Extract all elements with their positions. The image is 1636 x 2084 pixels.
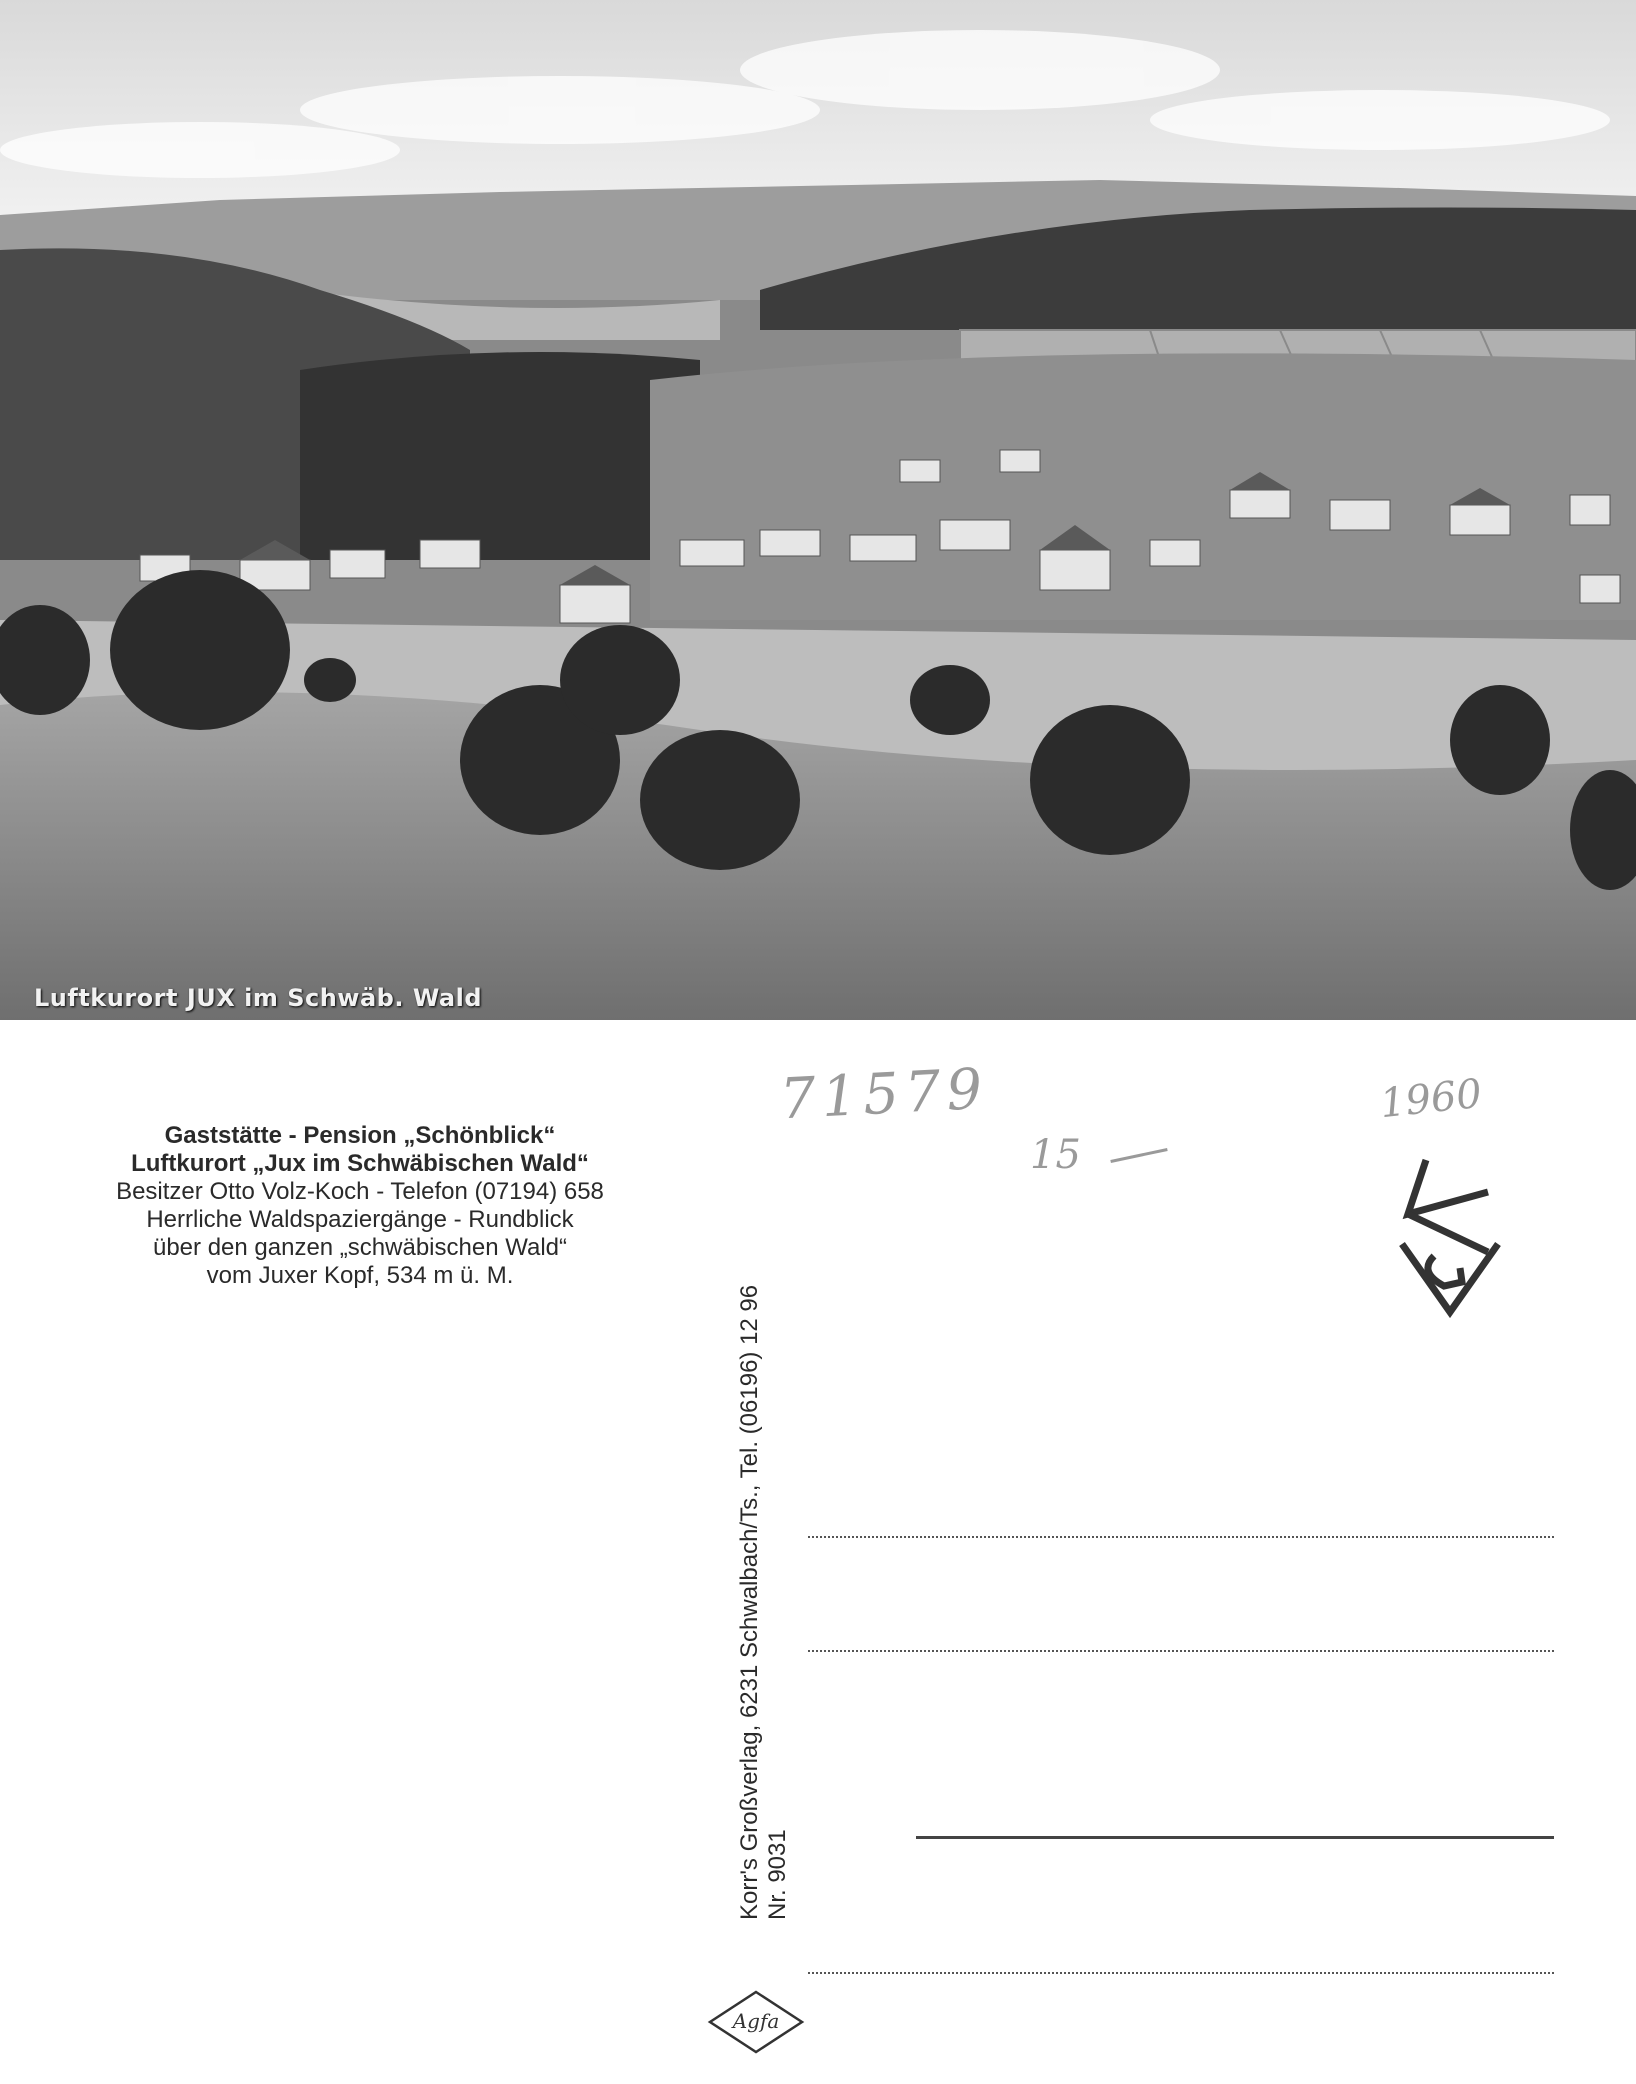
address-line-1 [808, 1536, 1554, 1538]
landscape-illustration [0, 0, 1636, 1020]
info-view: über den ganzen „schwäbischen Wald“ [152, 1234, 567, 1261]
info-title: Gaststätte - Pension „Schönblick“ [164, 1122, 556, 1149]
agfa-logo-icon [706, 1988, 806, 2056]
handwritten-zip: 71579 [778, 1056, 990, 1133]
info-owner: Besitzer Otto Volz-Koch - Telefon (07194) 658 [116, 1178, 604, 1205]
info-elevation: vom Juxer Kopf, 534 m ü. M. [206, 1262, 514, 1289]
handwritten-price: 15 [1030, 1132, 1081, 1178]
landscape-photo [0, 0, 1636, 1020]
handwritten-dash [1110, 1148, 1167, 1163]
info-subtitle: Luftkurort „Jux im Schwäbischen Wald“ [131, 1150, 589, 1177]
handwritten-year: 1960 [1377, 1070, 1484, 1128]
publisher-imprint [736, 1285, 792, 1920]
address-line-4 [808, 1972, 1554, 1974]
photo-caption: Luftkurort JUX im Schwäb. Wald [34, 984, 483, 1012]
slope-meadow [650, 353, 1636, 620]
info-walks: Herrliche Waldspaziergänge - Rundblick [146, 1206, 574, 1233]
pension-info [60, 1122, 660, 1290]
publisher-number: Nr. 9031 [764, 1829, 791, 1920]
kg-logo-icon [1388, 1152, 1508, 1322]
publisher-line: Korr's Großverlag, 6231 Schwalbach/Ts., Tel. (06196) 12 96 [736, 1284, 763, 1920]
address-line-2 [808, 1650, 1554, 1652]
svg-text:Agfa: Agfa [732, 2009, 780, 2033]
center-forest [300, 352, 700, 560]
address-line-3 [916, 1836, 1554, 1839]
